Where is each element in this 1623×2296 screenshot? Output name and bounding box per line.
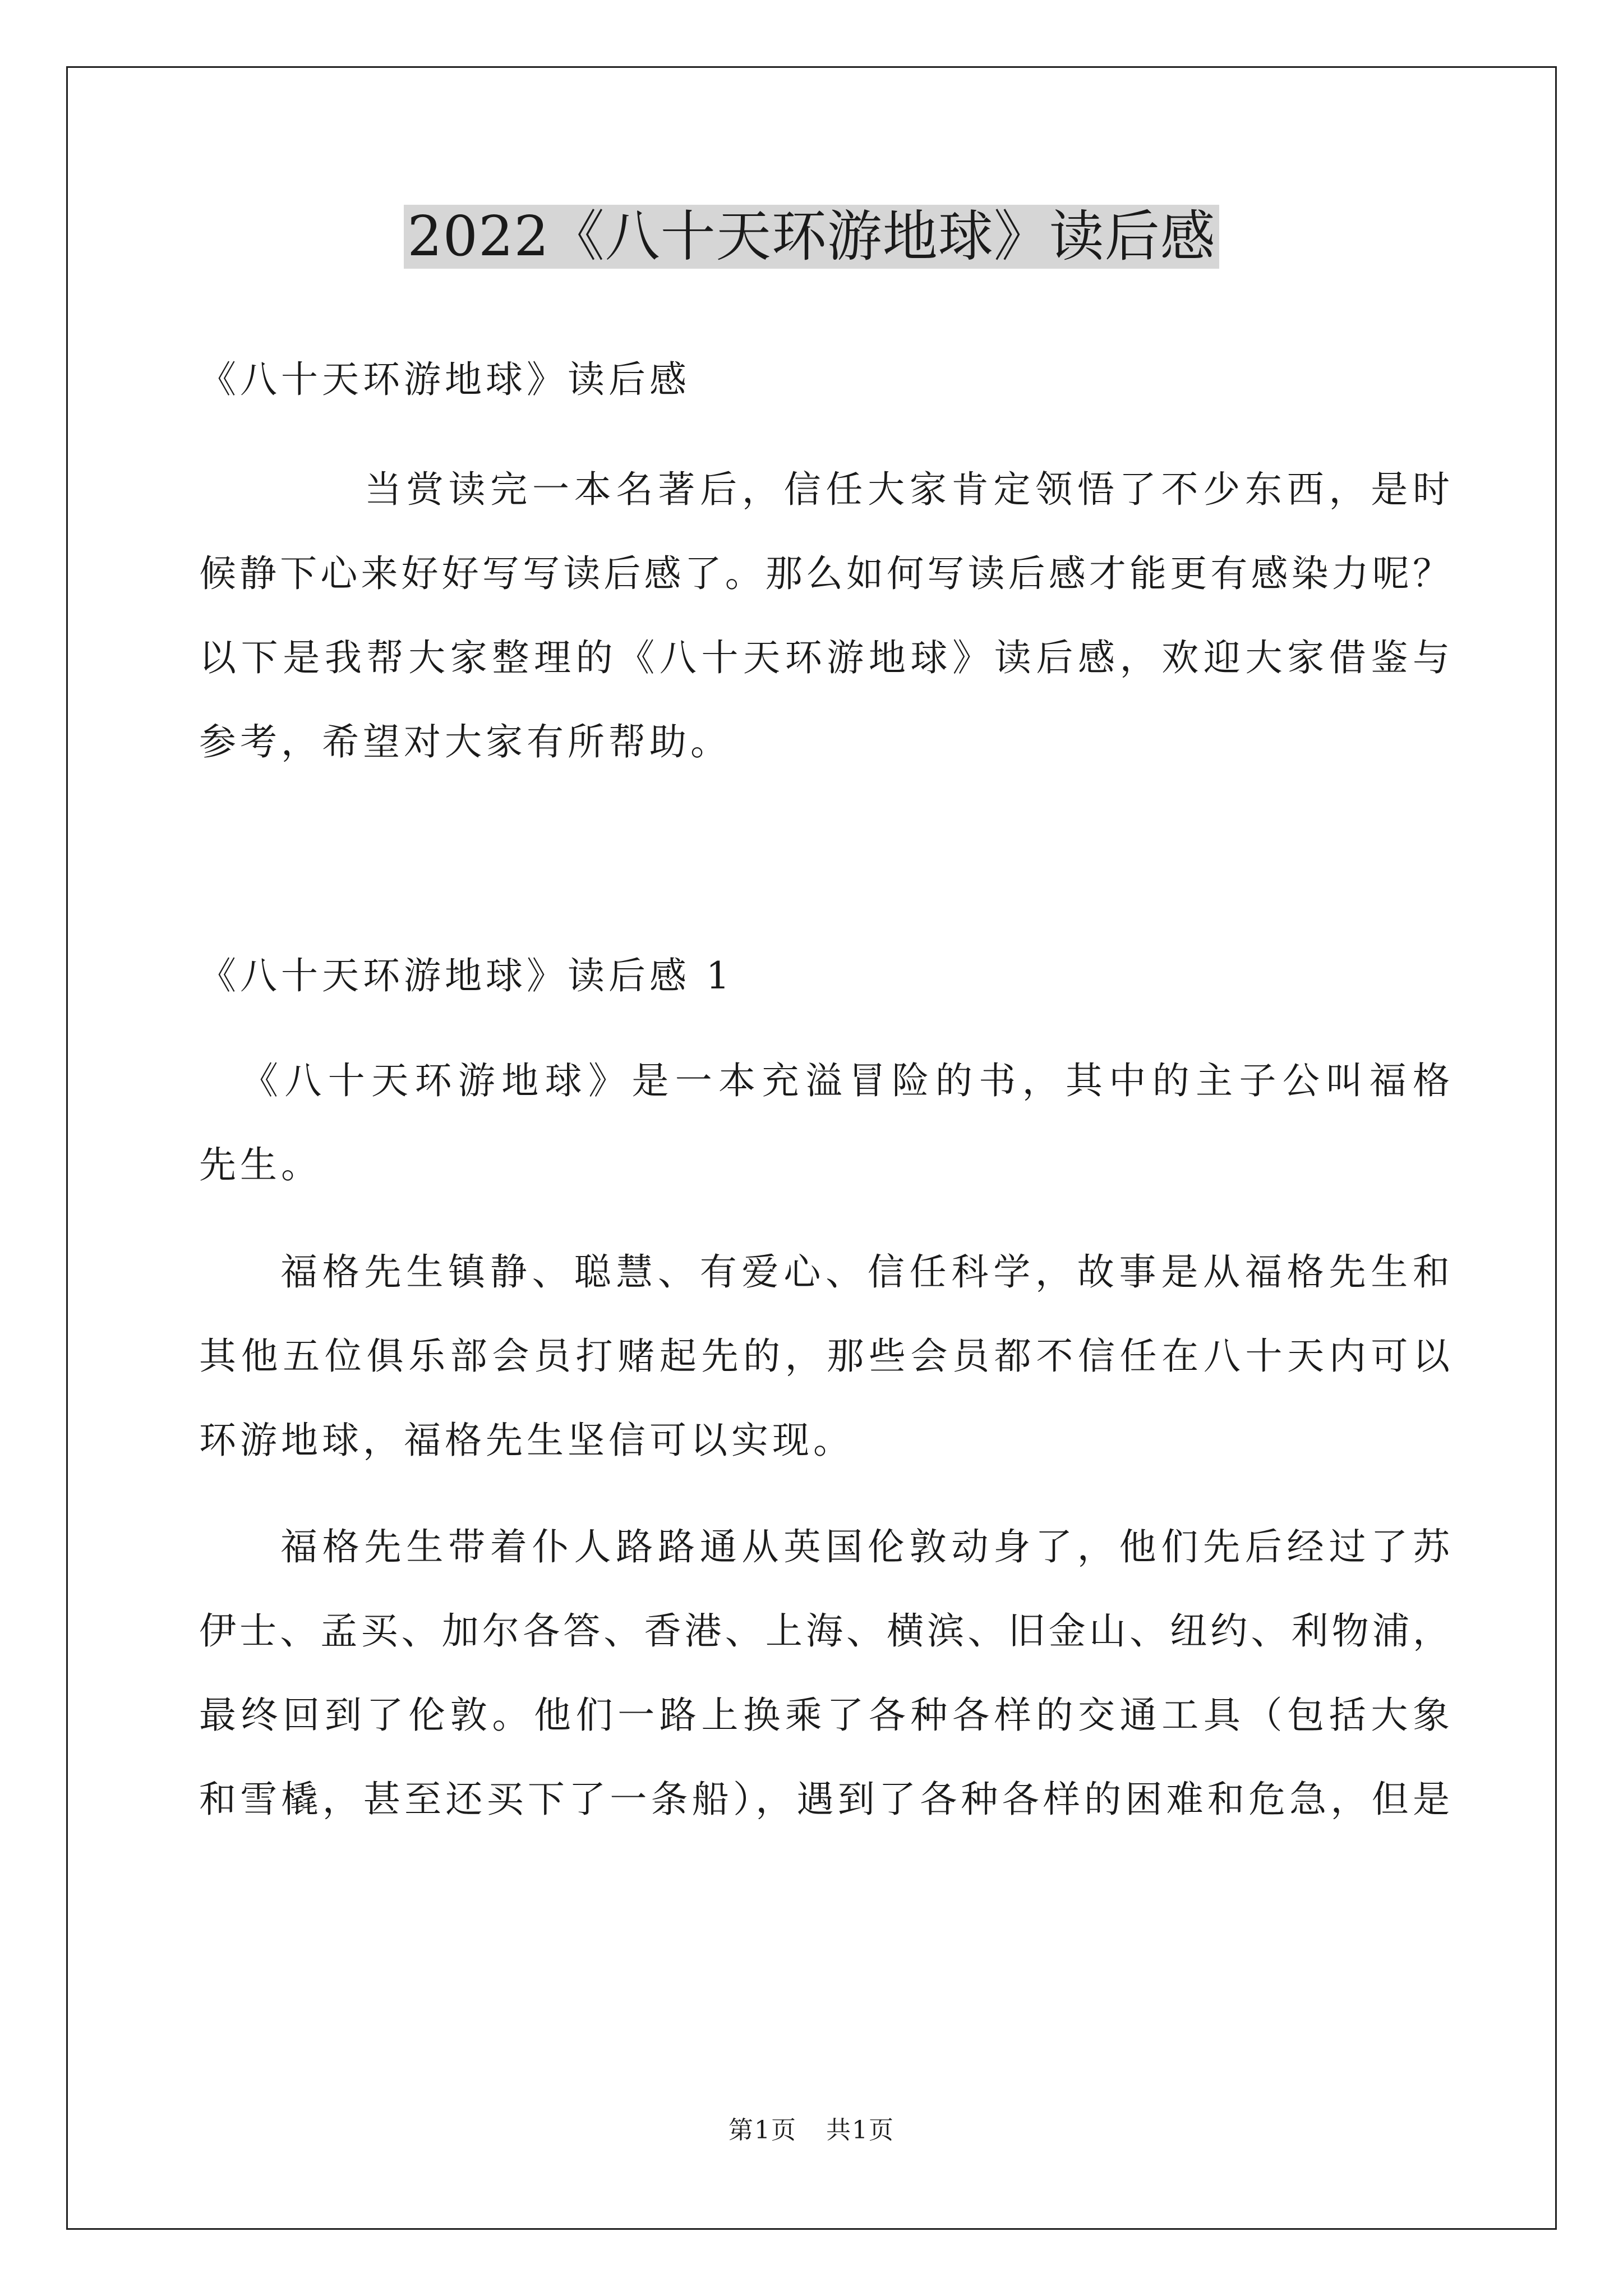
document-title-text: 2022《八十天环游地球》读后感: [404, 205, 1219, 269]
intro-paragraph-line: 参考，希望对大家有所帮助。: [199, 720, 731, 763]
section-heading: 《八十天环游地球》读后感 1: [199, 954, 734, 997]
body-paragraph-line: 和雪橇，甚至还买下了一条船），遇到了各种各样的困难和危急，但是: [199, 1778, 1450, 1821]
body-paragraph-line: 先生。: [199, 1143, 322, 1186]
body-paragraph-line: 其他五位俱乐部会员打赌起先的，那些会员都不信任在八十天内可以: [199, 1335, 1450, 1378]
page-number: 第1页: [728, 2116, 797, 2145]
article-subtitle: 《八十天环游地球》读后感: [199, 358, 690, 401]
page-total: 共1页: [826, 2116, 895, 2145]
intro-paragraph-line: 候静下心来好好写写读后感了。那么如何写读后感才能更有感染力呢？: [199, 552, 1450, 595]
body-paragraph-line: 福格先生带着仆人路路通从英国伦敦动身了，他们先后经过了苏: [280, 1525, 1450, 1568]
body-paragraph-line: 环游地球，福格先生坚信可以实现。: [199, 1419, 854, 1462]
intro-paragraph-line: 以下是我帮大家整理的《八十天环游地球》读后感，欢迎大家借鉴与: [199, 636, 1450, 679]
document-title: [0, 197, 1623, 276]
body-paragraph-line: 《八十天环游地球》是一本充溢冒险的书，其中的主子公叫福格: [241, 1059, 1450, 1102]
intro-paragraph-line: 当赏读完一本名著后，信任大家肯定领悟了不少东西，是时: [365, 468, 1450, 511]
page-footer: [0, 2114, 1623, 2147]
body-paragraph-line: 最终回到了伦敦。他们一路上换乘了各种各样的交通工具（包括大象: [199, 1694, 1450, 1737]
body-paragraph-line: 伊士、孟买、加尔各答、香港、上海、横滨、旧金山、纽约、利物浦，: [199, 1609, 1450, 1653]
body-paragraph-line: 福格先生镇静、聪慧、有爱心、信任科学，故事是从福格先生和: [280, 1250, 1450, 1294]
